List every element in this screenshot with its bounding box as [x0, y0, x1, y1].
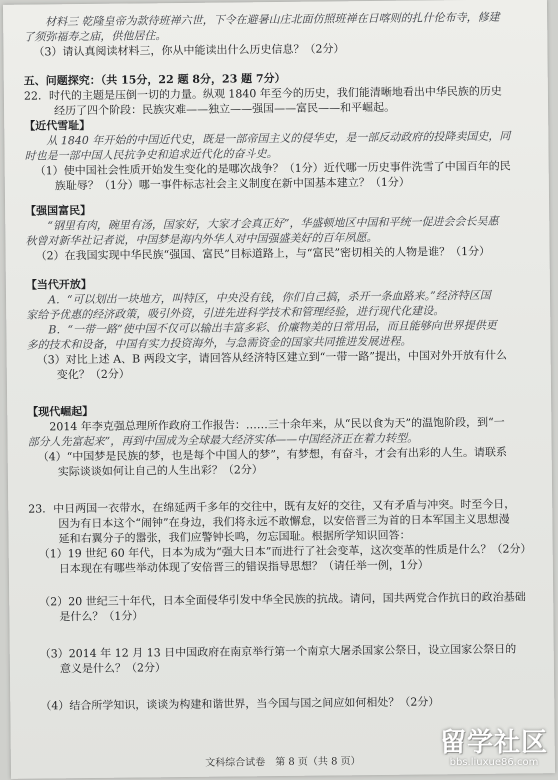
material-chinese-dream-1: “钢里有肉，碗里有汤，国家好，大家才会真正好”，华盛顿地区中国和平统一促进会会长吴惠	[25, 213, 535, 233]
heading-modern-rise: 【现代崛起】	[27, 399, 537, 419]
heading-strong-nation: 【强国富民】	[25, 198, 535, 218]
question-23-2-line-1: （2）20 世纪三十年代，日本全面侵华引发中华全民族的抗战。请问，国共两党合作抗日的政治基础	[29, 589, 539, 609]
heading-modern-humiliation: 【近代雪耻】	[24, 113, 534, 133]
question-22-intro-2: 经历了四个阶段：民族灾难——独立——强国——富民——和平崛起。	[24, 98, 534, 118]
material-government-report-1: 2014 年李克强总理所作政府工作报告：……三十余年来，从“民以食为天”的温饱阶段，到“一	[27, 414, 537, 434]
question-23-1-line-1: （1）19 世纪 60 年代，日本为成为“强大日本”而进行了社会变革，这次变革的性质是什么？（2分）	[29, 541, 539, 561]
page-footer: 文科综合试卷 第 8 页（共 8 页）	[11, 750, 555, 771]
question-22-2: （2）在我国实现中华民族“强国、富民”目标道路上，与“富民”密切相关的人物是谁？（1分）	[26, 243, 536, 263]
material-b-line-2: 多的技术和设备，中国有实力投资海外，与急需资金的国家共同推进发展进程。	[26, 332, 536, 352]
question-23-4: （4）结合所学知识，谈谈为构建和谐世界，当今国与国之间应如何相处？（2分）	[30, 693, 540, 713]
question-22-3-line-1: （3）对比上述 A、B 两段文字，请回答从经济特区建立到“一带一路”提出，中国对外开放有什么	[27, 347, 537, 367]
question-22-1-line-2: 族耻辱？（1分）哪一事件标志社会主义制度在新中国基本建立？（1分）	[25, 173, 535, 193]
material-a-line-1: A．“可以划出一块地方，叫特区，中央没有钱，你们自己搞，杀开一条血路来。”经济特区国	[26, 287, 536, 307]
material-three-line-2: 了须弥福寿之庙，供他居住。	[23, 24, 533, 44]
material-modern-history-1: 从 1840 年开始的中国近代史，既是一部帝国主义的侵华史，是一部反动政府的投降卖国史，同	[24, 128, 534, 148]
question-22-3-line-2: 变化？（2分）	[27, 362, 537, 382]
question-22-4-line-1: （4）“中国梦是民族的梦，也是每个中国人的梦”，有梦想，有奋斗，才会有出彩的人生。请联系	[28, 444, 538, 464]
exam-paper	[3, 0, 555, 779]
question-23-1-line-2: 日本现在有哪些举动体现了安倍晋三的错误指导思想？（请任举一例，1分）	[29, 556, 539, 576]
question-23-3-line-1: （3）2014 年 12 月 13 日中国政府在南京举行第一个南京大屠杀国家公祭日，设立国家公祭日的	[30, 641, 540, 661]
question-23-intro-2: 因为有日本这个“闹钟”在身边，我们将永远不敢懈怠，以安倍晋三为首的日本军国主义思想漫	[28, 511, 538, 531]
question-23-3-line-2: 意义是什么？（2分）	[30, 656, 540, 676]
section-five-heading: 五、问题探究：（共 15分，22 题 8分，23 题 7分）	[24, 68, 534, 88]
heading-opening-up: 【当代开放】	[26, 272, 536, 292]
question-23-intro-1: 23．中日两国一衣带水，在绵延两千多年的交往中，既有友好的交往，又有矛盾与冲突。时至今日，	[28, 496, 538, 516]
question-22-intro-1: 22．时代的主题是压倒一切的力量。纵观 1840 年至今的历史，我们能清晰地看出中华民族的历史	[24, 83, 534, 103]
question-23-2-line-2: 是什么？（1分）	[29, 604, 539, 624]
material-a-line-2: 家给予优惠的经济政策，吸引外资，引进先进科学技术和管理经验，进行现代化建设。	[26, 302, 536, 322]
question-22-4-line-2: 实际谈谈如何让自己的人生出彩？（2分）	[28, 459, 538, 479]
material-three-line-1: 材料三 乾隆皇帝为款待班禅六世，下令在避暑山庄北面仿照班禅在日喀则的扎什伦布寺，修建	[23, 9, 533, 29]
material-b-line-1: B．“一带一路”使中国不仅可以输出丰富多彩、价廉物美的日常用品，而且能够向世界提供更	[26, 317, 536, 337]
question-22-1-line-1: （1）使中国社会性质开始发生变化的是哪次战争？（1分）近代哪一历史事件洗雪了中国百年的民	[25, 158, 535, 178]
material-modern-history-2: 时也是一部中国人民抗争史和追求近代化的奋斗史。	[24, 143, 534, 163]
material-government-report-2: 部分人先富起来”，再到中国成为全球最大经济实体——中国经济正在着力转型。	[27, 429, 537, 449]
watermark-url: bbs.liuxue86.com	[440, 757, 548, 768]
site-watermark	[440, 722, 548, 768]
question-23-intro-3: 延和右翼分子的嚣张，我们应警钟长鸣，勿忘国耻。根据所学知识回答：	[28, 526, 538, 546]
watermark-logo: 留学社区	[440, 722, 548, 759]
question-21-3: （3）请认真阅读材料三，你从中能读出什么历史信息？（2分）	[23, 39, 533, 59]
material-chinese-dream-2: 秋曾对新华社记者说，中国梦是海内外华人对中国强盛美好的百年夙愿。	[25, 228, 535, 248]
exam-content	[23, 9, 540, 713]
